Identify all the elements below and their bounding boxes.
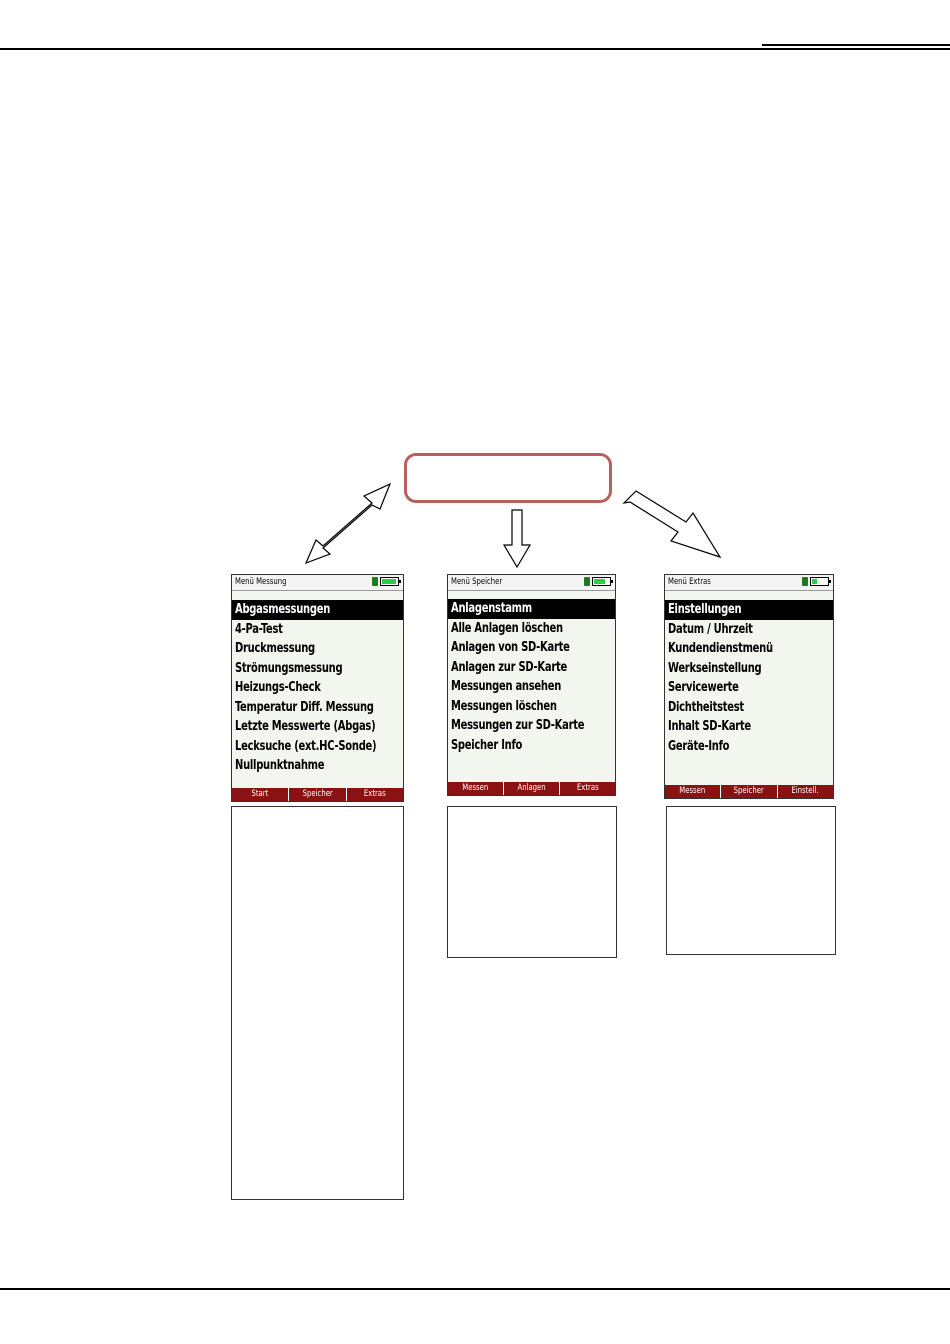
menu-item-label: 4-Pa-Test <box>235 621 283 637</box>
softkey-button[interactable] <box>778 785 833 798</box>
menu-item[interactable] <box>232 737 403 757</box>
arrow-right <box>624 491 720 557</box>
menu-item-label: Alle Anlagen löschen <box>451 620 563 636</box>
battery-icon <box>810 577 829 586</box>
menu-item[interactable] <box>232 717 403 737</box>
menu-item[interactable] <box>232 659 403 679</box>
softkey-bar <box>665 785 833 798</box>
menu-item-label: Temperatur Diff. Messung <box>235 699 374 715</box>
menu-item[interactable] <box>448 697 615 717</box>
menu-item-label: Lecksuche (ext.HC-Sonde) <box>235 738 377 754</box>
softkey-label: Extras <box>576 783 599 793</box>
menu-item-label: Druckmessung <box>235 641 315 656</box>
battery-icon <box>592 577 611 586</box>
menu-item-label: Kundendienstmenü <box>668 641 773 656</box>
menu-item-label: Strömungsmessung <box>235 660 343 676</box>
softkey-button[interactable] <box>289 788 346 801</box>
plug-icon <box>584 577 590 586</box>
menu-item[interactable] <box>665 737 833 757</box>
menu-item-label: Anlagen zur SD-Karte <box>451 659 567 675</box>
menu-item[interactable] <box>665 659 833 679</box>
menu-item-label: Inhalt SD-Karte <box>668 719 751 734</box>
softkey-bar <box>232 788 403 801</box>
main-menu-box[interactable] <box>404 453 612 503</box>
softkey-button[interactable] <box>665 785 721 798</box>
menu-item[interactable] <box>448 638 615 658</box>
softkey-bar <box>448 782 615 795</box>
menu-list <box>448 599 615 755</box>
menu-item-label: Werkseinstellung <box>668 660 762 676</box>
softkey-label: Einstell. <box>791 786 819 796</box>
menu-item[interactable] <box>448 677 615 697</box>
softkey-button[interactable] <box>560 782 615 795</box>
menu-item[interactable] <box>448 736 615 756</box>
menu-item-label: Abgasmessungen <box>235 602 331 617</box>
menu-item-label: Messungen ansehen <box>451 679 562 694</box>
menu-list <box>665 600 833 756</box>
menu-item-label: Einstellungen <box>668 602 742 617</box>
softkey-button[interactable] <box>504 782 560 795</box>
menu-item-label: Datum / Uhrzeit <box>668 621 753 637</box>
menu-item[interactable] <box>232 620 403 640</box>
softkey-button[interactable] <box>347 788 403 801</box>
screen-menu-speicher <box>447 574 616 796</box>
description-box-messung <box>231 806 404 1200</box>
softkey-label: Speicher <box>302 789 333 799</box>
menu-item-label: Speicher Info <box>451 737 523 753</box>
menu-item-label: Anlagenstamm <box>451 601 532 616</box>
arrow-left <box>306 484 390 563</box>
menu-item[interactable] <box>448 599 615 619</box>
menu-item[interactable] <box>665 639 833 659</box>
menu-item-label: Letzte Messwerte (Abgas) <box>235 719 376 734</box>
plug-icon <box>372 577 378 586</box>
screen-title: Menü Speicher <box>451 577 503 587</box>
menu-item-label: Messungen löschen <box>451 698 557 714</box>
description-box-extras <box>666 806 836 955</box>
screen-titlebar <box>448 575 615 591</box>
softkey-label: Messen <box>679 786 706 796</box>
softkey-label: Start <box>251 789 269 799</box>
menu-item[interactable] <box>665 600 833 620</box>
menu-item[interactable] <box>232 600 403 620</box>
screen-titlebar <box>665 575 833 591</box>
screen-menu-extras <box>664 574 834 799</box>
menu-item[interactable] <box>665 698 833 718</box>
softkey-label: Messen <box>462 783 489 793</box>
screen-title: Menü Extras <box>668 577 711 587</box>
plug-icon <box>802 577 808 586</box>
softkey-button[interactable] <box>448 782 504 795</box>
menu-item[interactable] <box>232 698 403 718</box>
softkey-button[interactable] <box>232 788 289 801</box>
arrow-center <box>504 510 530 567</box>
menu-list <box>232 600 403 776</box>
menu-item[interactable] <box>665 717 833 737</box>
menu-item-label: Servicewerte <box>668 680 739 695</box>
menu-item-label: Geräte-Info <box>668 738 730 754</box>
screen-title: Menü Messung <box>235 577 287 587</box>
menu-item-label: Anlagen von SD-Karte <box>451 640 570 655</box>
softkey-label: Anlagen <box>517 783 546 793</box>
menu-item[interactable] <box>232 639 403 659</box>
menu-item[interactable] <box>665 620 833 640</box>
softkey-label: Speicher <box>733 786 765 796</box>
menu-item[interactable] <box>232 678 403 698</box>
battery-icon <box>380 577 399 586</box>
menu-item[interactable] <box>665 678 833 698</box>
menu-item[interactable] <box>448 619 615 639</box>
screen-titlebar <box>232 575 403 591</box>
menu-item[interactable] <box>232 756 403 776</box>
menu-item-label: Dichtheitstest <box>668 699 744 715</box>
menu-item-label: Nullpunktnahme <box>235 758 325 773</box>
menu-item-label: Heizungs-Check <box>235 680 321 695</box>
menu-item[interactable] <box>448 658 615 678</box>
description-box-speicher <box>447 806 617 958</box>
screen-menu-messung <box>231 574 404 802</box>
menu-item[interactable] <box>448 716 615 736</box>
softkey-label: Extras <box>363 789 386 799</box>
softkey-button[interactable] <box>721 785 777 798</box>
menu-item-label: Messungen zur SD-Karte <box>451 718 585 733</box>
